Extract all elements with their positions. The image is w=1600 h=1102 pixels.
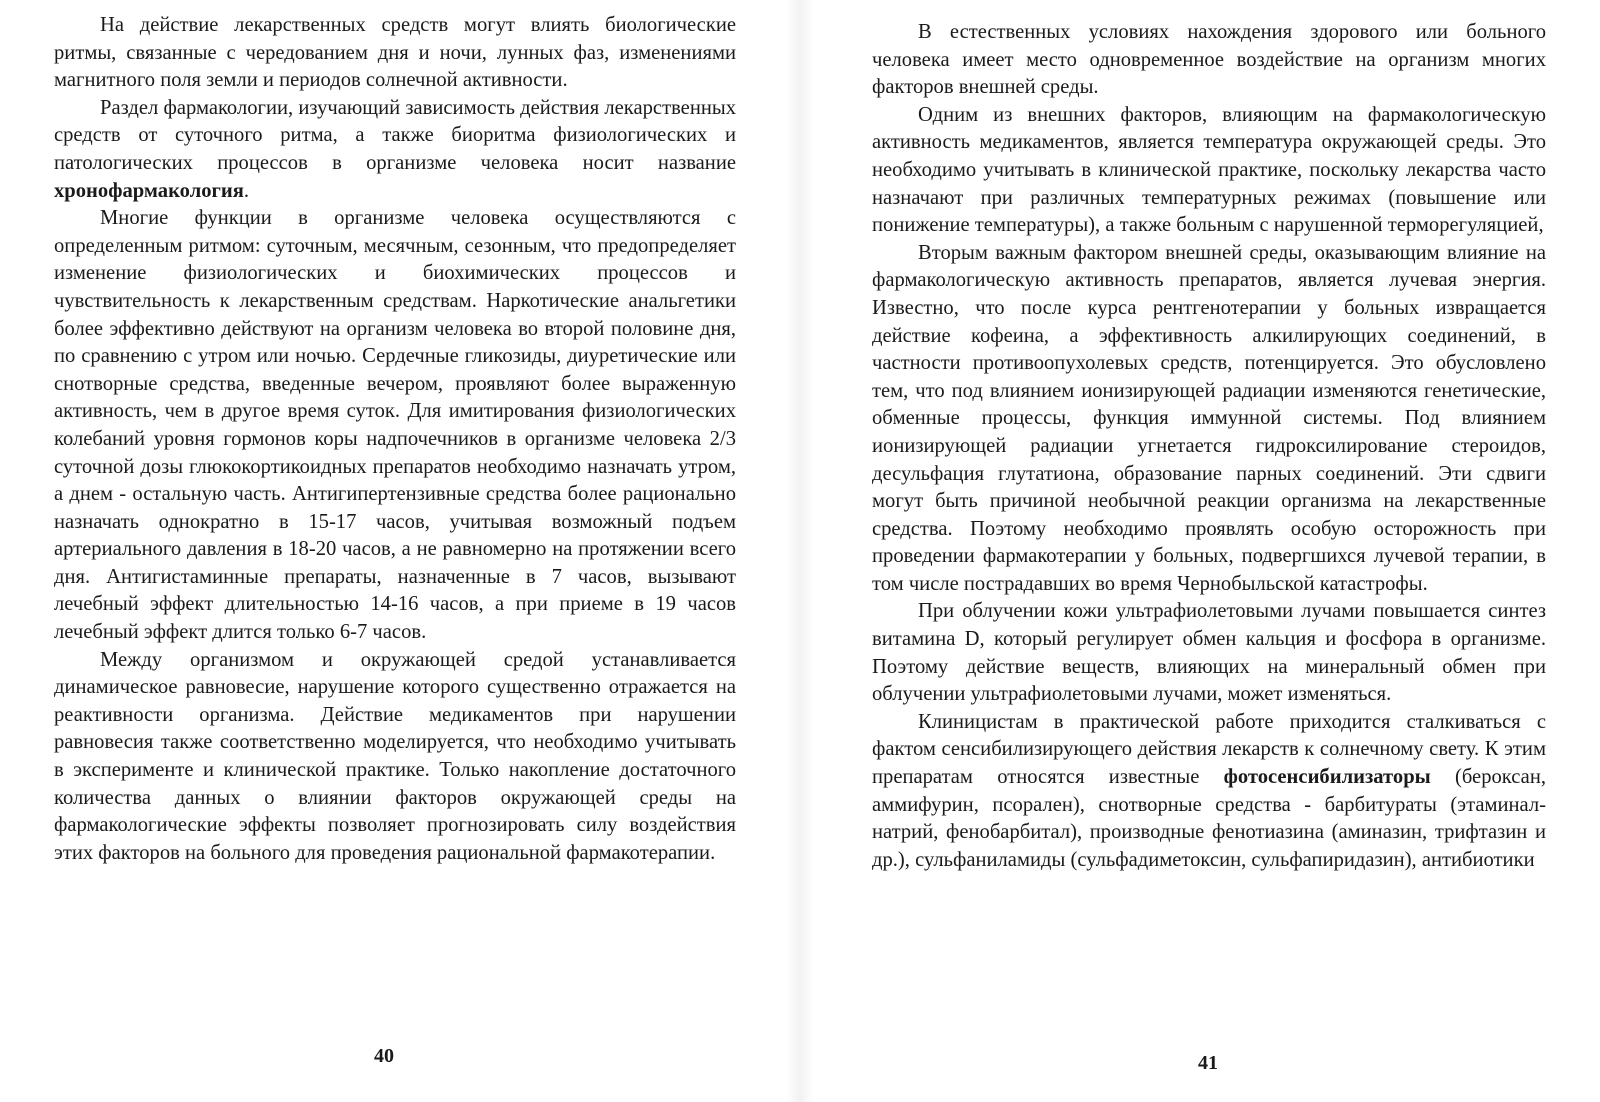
- paragraph: Вторым важным фактором внешней среды, оказывающим влияние на фармакологическую активность препаратов, является лучевая энергия. Известно, что после курса рентгенотерапии у больных извращается действие кофеина, а эффективность алкилирующих соединений, в частности противоопухолевых средств, потенцируется. Это обусловлено тем, что под влиянием ионизирующей радиации изменяются генетические, обменные процессы, функция иммунной системы. Под влиянием ионизирующей радиации угнетается гидроксилирование стероидов, десульфация глутатиона, образование парных соединений. Эти сдвиги могут быть причиной необычной реакции организма на лекарственные средства. Поэтому необходимо проявлять особую осторожность при проведении фармакотерапии у больных, подвергшихся лучевой терапии, в том числе пострадавших во время Чернобыльской катастрофы.: [872, 241, 1546, 595]
- paragraph: При облучении кожи ультрафиолетовыми лучами повышается синтез витамина D, который регулирует обмен кальция и фосфора в организме. Поэтому действие веществ, влияющих на минеральный обмен при облучении ультрафиолетовыми лучами, может изменяться.: [872, 600, 1546, 706]
- term-chronopharmacology: хронофармакология: [54, 179, 244, 202]
- page-number-right: 41: [1198, 1052, 1218, 1074]
- left-page-text: [54, 12, 736, 867]
- paragraph: В естественных условиях нахождения здорового или больного человека имеет место одновременное воздействие на организм многих факторов внешней среды.: [872, 21, 1546, 99]
- paragraph: Между организмом и окружающей средой устанавливается динамическое равновесие, нарушение которого существенно отражается на реактивности организма. Действие медикаментов при нарушении равновесия также соответственно моделируется, что необходимо учитывать в эксперименте и клинической практике. Только накопление достаточного количества данных о влиянии факторов окружающей среды на фармакологические эффекты позволяет прогнозировать силу воздействия этих факторов на больного для проведения рациональной фармакотерапии.: [54, 648, 736, 864]
- paragraph: [54, 95, 736, 205]
- paragraph-text-end: .: [243, 179, 250, 202]
- paragraph: Одним из внешних факторов, влияющим на фармакологическую активность медикаментов, является температура окружающей среды. Это необходимо учитывать в клинической практике, поскольку лекарства часто назначают при различных температурных режимах (повышение или понижение температуры), а также больным с нарушенной терморегуляцией,: [872, 103, 1546, 237]
- paragraph: [872, 709, 1546, 875]
- paragraph-text: Клиницистам в практической работе приходится сталкиваться с фактом сенсибилизирующего действия лекарств к солнечному свету. К этим препаратам относятся известные: [872, 710, 1546, 789]
- right-page-text: [872, 19, 1546, 874]
- right-page: [800, 0, 1600, 1102]
- paragraph: На действие лекарственных средств могут влиять биологические ритмы, связанные с чередованием дня и ночи, лунных фаз, изменениями магнитного поля земли и периодов солнечной активности.: [54, 14, 736, 92]
- paragraph-text-end: (бероксан, аммифурин, псорален), снотворные средства - барбитураты (этаминал-натрий, фенобарбитал), производные фенотиазина (аминазин, трифтазин и др.), сульфаниламиды (сульфадиметоксин, сульфапиридазин), антибиотики: [872, 766, 1546, 871]
- term-photosensitizers: фотосенсибилизаторы: [1223, 766, 1431, 789]
- page-number-left: 40: [374, 1045, 394, 1067]
- paragraph-text: Раздел фармакологии, изучающий зависимость действия лекарственных средств от суточного ритма, а также биоритма физиологических и патологических процессов в организме человека носит название: [54, 96, 736, 174]
- paragraph: Многие функции в организме человека осуществляются с определенным ритмом: суточным, месячным, сезонным, что предопределяет изменение физиологических и биохимических процессов и чувствительность к лекарственным средствам. Наркотические анальгетики более эффективно действуют на организм человека во второй половине дня, по сравнению с утром или ночью. Сердечные гликозиды, диуретические или снотворные средства, введенные вечером, проявляют более выраженную активность, чем в другое время суток. Для имитирования физиологических колебаний уровня гормонов коры надпочечников в организме человека 2/3 суточной дозы глюкокортикоидных препаратов необходимо назначать утром, а днем - остальную часть. Антигипертензивные средства более рационально назначать однократно в 15-17 часов, учитывая возможный подъем артериального давления в 18-20 часов, а не равномерно на протяжении всего дня. Антигистаминные препараты, назначенные в 7 часов, вызывают лечебный эффект длительностью 14-16 часов, а при приеме в 19 часов лечебный эффект длится только 6-7 часов.: [54, 207, 736, 644]
